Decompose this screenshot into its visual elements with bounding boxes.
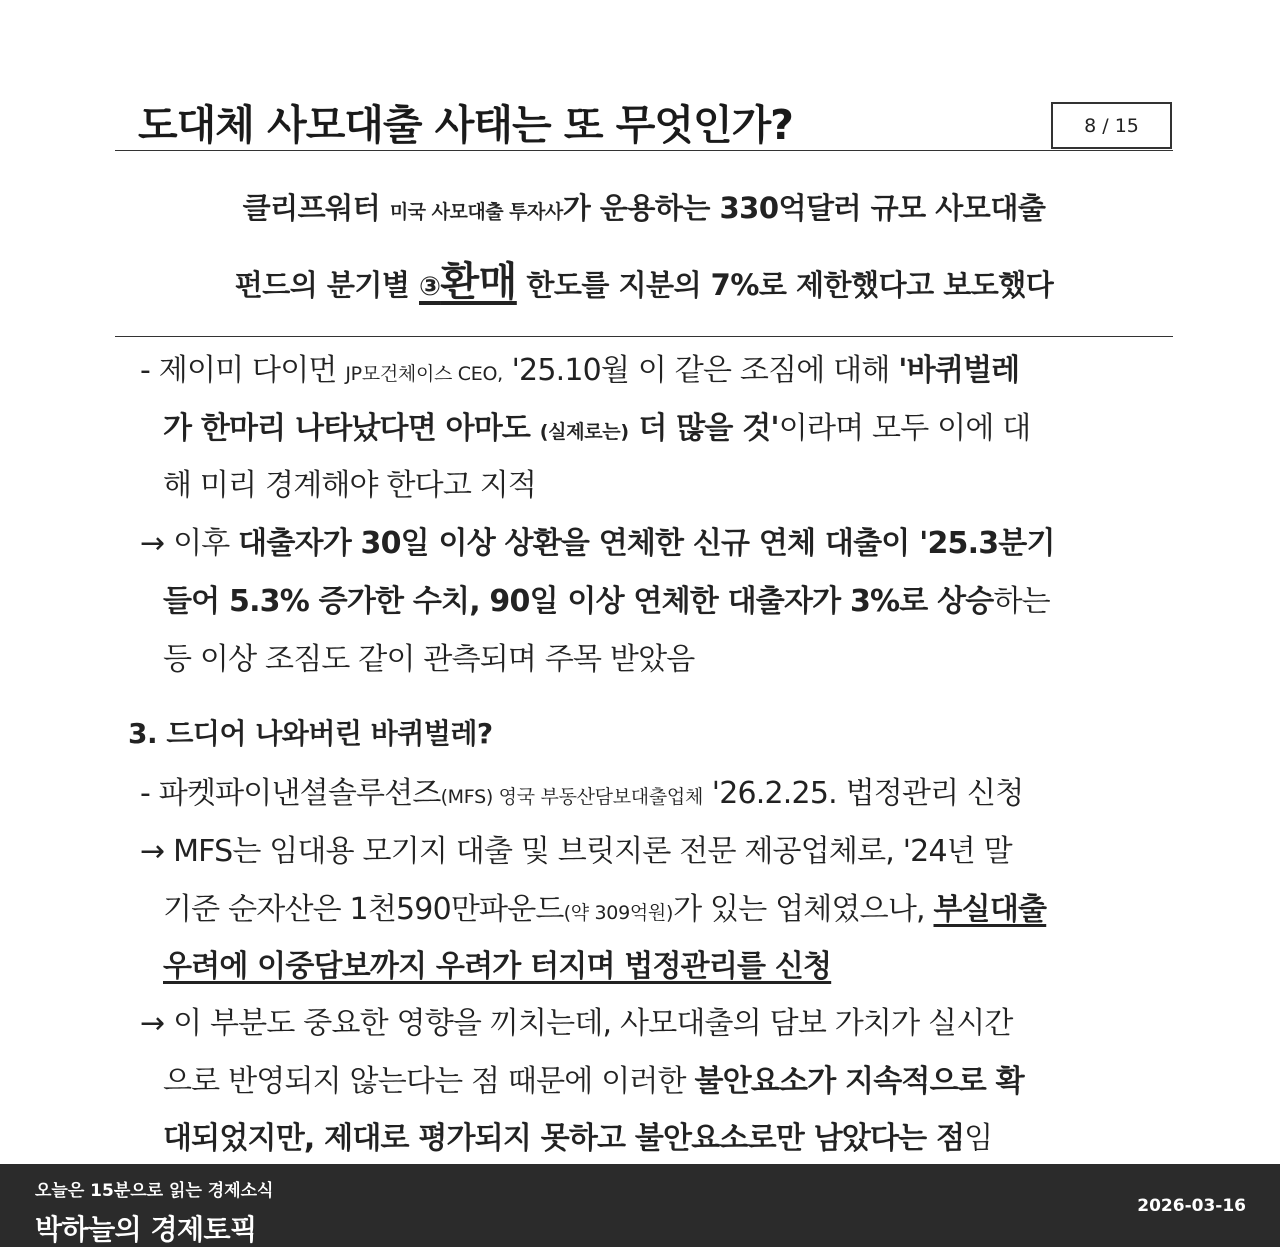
footer-brand: 박하늘의 경제토픽 <box>35 1213 257 1246</box>
page-indicator: 8 / 15 <box>1051 102 1172 149</box>
footer-tagline: 오늘은 15분으로 읽는 경제소식 <box>35 1181 274 1201</box>
headline-line-2 <box>115 250 1173 307</box>
headline-text: 펀드의 분기별 <box>234 268 420 302</box>
body-line: 으로 반영되지 않는다는 점 때문에 이러한 불안요소가 지속적으로 확 <box>163 1064 1024 1099</box>
headline-text: 가 운용하는 330억달러 규모 사모대출 <box>562 191 1046 225</box>
headline-keyword: 환매 <box>440 259 517 305</box>
title-divider <box>115 150 1173 151</box>
body-line: 들어 5.3% 증가한 수치, 90일 이상 연체한 대출자가 3%로 상승하는 <box>163 584 1050 619</box>
body-line: 가 한마리 나타났다면 아마도 (실제로는) 더 많을 것'이라며 모두 이에 대 <box>163 411 1031 446</box>
circled-number: ③ <box>419 272 441 302</box>
body-line: 해 미리 경계해야 한다고 지적 <box>163 468 537 503</box>
body-line: - 파켓파이낸셜솔루션즈(MFS) 영국 부동산담보대출업체 '26.2.25. 법정관리 신청 <box>140 776 1024 811</box>
body-line: → 이후 대출자가 30일 이상 상환을 연체한 신규 연체 대출이 '25.3분기 <box>140 526 1055 561</box>
body-line: 우려에 이중담보까지 우려가 터지며 법정관리를 신청 <box>163 949 832 984</box>
headline-line-1 <box>115 186 1173 227</box>
body-line: - 제이미 다이먼 JP모건체이스 CEO, '25.10월 이 같은 조짐에 대해 '바퀴벌레 <box>140 353 1020 388</box>
section-heading: 3. 드디어 나와버린 바퀴벌레? <box>128 717 493 750</box>
body-line: → 이 부분도 중요한 영향을 끼치는데, 사모대출의 담보 가치가 실시간 <box>140 1006 1013 1041</box>
page-title: 도대체 사모대출 사태는 또 무엇인가? <box>138 101 793 149</box>
body-line: → MFS는 임대용 모기지 대출 및 브릿지론 전문 제공업체로, '24년 말 <box>140 834 1012 869</box>
section-divider <box>115 336 1173 337</box>
body-line: 기준 순자산은 1천590만파운드(약 309억원)가 있는 업체였으나, 부실대출 <box>163 892 1047 927</box>
footer-bar <box>0 1164 1280 1247</box>
headline-note: 미국 사모대출 투자사 <box>389 201 563 223</box>
headline-text: 한도를 지분의 7%로 제한했다고 보도했다 <box>516 268 1054 302</box>
footer-date: 2026-03-16 <box>1137 1196 1246 1216</box>
headline-text: 클리프워터 <box>242 191 381 225</box>
body-line: 대되었지만, 제대로 평가되지 못하고 불안요소로만 남았다는 점임 <box>163 1121 993 1156</box>
body-line: 등 이상 조짐도 같이 관측되며 주목 받았음 <box>163 642 695 677</box>
